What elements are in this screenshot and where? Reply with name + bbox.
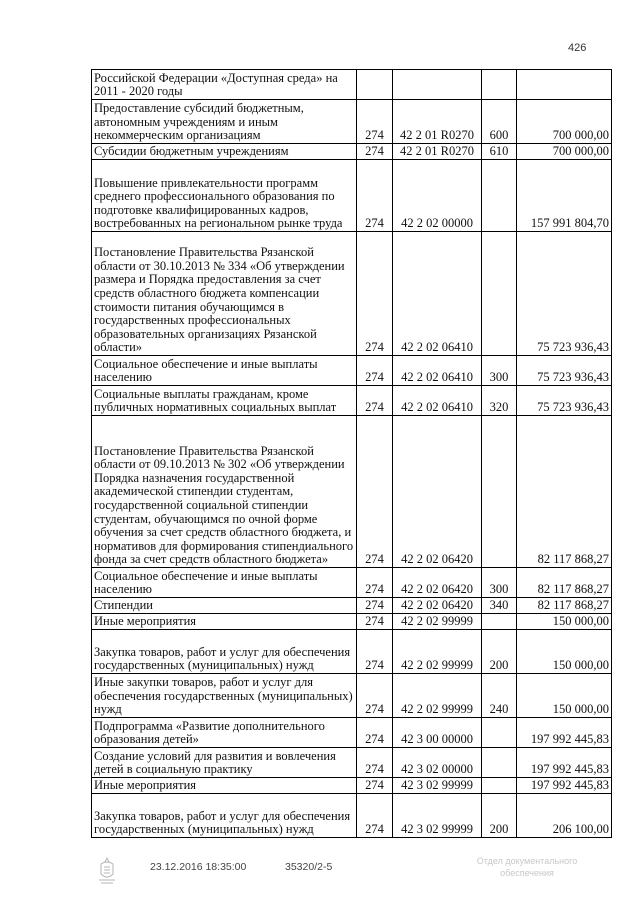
cell-name: Подпрограмма «Развитие дополнительного образования детей» xyxy=(92,718,357,748)
cell-vr xyxy=(482,778,517,794)
cell-ved: 274 xyxy=(357,718,393,748)
cell-vr xyxy=(482,416,517,568)
cell-ved xyxy=(357,70,393,100)
cell-sum: 75 723 936,43 xyxy=(517,232,612,356)
cell-csr xyxy=(393,70,482,100)
cell-csr: 42 2 01 R0270 xyxy=(393,144,482,160)
table-row xyxy=(92,144,612,160)
cell-name: Повышение привлекательности программ среднего профессионального образования по подготовке квалифицированных кадров, востребованных на региональном рынке труда xyxy=(92,160,357,232)
cell-sum: 82 117 868,27 xyxy=(517,416,612,568)
cell-vr: 320 xyxy=(482,386,517,416)
cell-ved: 274 xyxy=(357,630,393,674)
table-row xyxy=(92,598,612,614)
cell-name: Социальное обеспечение и иные выплаты населению xyxy=(92,568,357,598)
watermark-line: обеспечения xyxy=(500,868,554,878)
cell-sum: 197 992 445,83 xyxy=(517,748,612,778)
footer-timestamp: 23.12.2016 18:35:00 xyxy=(150,861,247,873)
cell-vr xyxy=(482,718,517,748)
cell-sum: 206 100,00 xyxy=(517,794,612,838)
cell-vr: 340 xyxy=(482,598,517,614)
cell-ved: 274 xyxy=(357,232,393,356)
cell-vr: 200 xyxy=(482,630,517,674)
cell-vr xyxy=(482,160,517,232)
cell-name: Стипендии xyxy=(92,598,357,614)
cell-vr xyxy=(482,748,517,778)
cell-ved: 274 xyxy=(357,568,393,598)
cell-name: Предоставление субсидий бюджетным, автономным учреждениям и иным некоммерческим организациям xyxy=(92,100,357,144)
cell-sum: 197 992 445,83 xyxy=(517,718,612,748)
cell-csr: 42 2 02 99999 xyxy=(393,674,482,718)
page-number: 426 xyxy=(568,42,587,54)
watermark xyxy=(452,855,602,879)
cell-ved: 274 xyxy=(357,778,393,794)
table-row xyxy=(92,718,612,748)
cell-name: Создание условий для развития и вовлечения детей в социальную практику xyxy=(92,748,357,778)
cell-name: Социальное обеспечение и иные выплаты населению xyxy=(92,356,357,386)
cell-name: Постановление Правительства Рязанской области от 30.10.2013 № 334 «Об утверждении размера и Порядка предоставления за счет средств областного бюджета компенсации стоимости питания обучающимся в государственных профессиональных образовательных организациях Рязанской области» xyxy=(92,232,357,356)
table-row xyxy=(92,70,612,100)
cell-csr: 42 3 00 00000 xyxy=(393,718,482,748)
cell-sum: 150 000,00 xyxy=(517,630,612,674)
cell-csr: 42 3 02 99999 xyxy=(393,794,482,838)
cell-name: Иные мероприятия xyxy=(92,614,357,630)
cell-ved: 274 xyxy=(357,674,393,718)
emblem-icon xyxy=(95,856,119,891)
cell-name: Иные мероприятия xyxy=(92,778,357,794)
cell-csr: 42 2 02 99999 xyxy=(393,630,482,674)
table-row xyxy=(92,100,612,144)
cell-sum: 700 000,00 xyxy=(517,144,612,160)
table-row xyxy=(92,568,612,598)
cell-ved: 274 xyxy=(357,160,393,232)
cell-ved: 274 xyxy=(357,794,393,838)
table-row xyxy=(92,778,612,794)
cell-sum: 75 723 936,43 xyxy=(517,356,612,386)
cell-vr: 610 xyxy=(482,144,517,160)
cell-csr: 42 2 02 00000 xyxy=(393,160,482,232)
cell-vr: 300 xyxy=(482,568,517,598)
cell-sum: 150 000,00 xyxy=(517,614,612,630)
cell-vr xyxy=(482,614,517,630)
cell-vr xyxy=(482,70,517,100)
budget-table xyxy=(91,69,612,838)
table-row xyxy=(92,160,612,232)
cell-name: Закупка товаров, работ и услуг для обеспечения государственных (муниципальных) нужд xyxy=(92,630,357,674)
table-row xyxy=(92,630,612,674)
cell-csr: 42 3 02 99999 xyxy=(393,778,482,794)
cell-name: Постановление Правительства Рязанской области от 09.10.2013 № 302 «Об утверждении Порядка назначения государственной академической стипендии студентам, государственной социальной стипендии студентам, обучающимся по очной форме обучения за счет средств областного бюджета, и нормативов для формирования стипендиального фонда за счет средств областного бюджета» xyxy=(92,416,357,568)
table-row xyxy=(92,356,612,386)
cell-csr: 42 2 02 06420 xyxy=(393,598,482,614)
cell-ved: 274 xyxy=(357,416,393,568)
cell-vr: 300 xyxy=(482,356,517,386)
table-row xyxy=(92,232,612,356)
cell-csr: 42 2 02 99999 xyxy=(393,614,482,630)
cell-name: Закупка товаров, работ и услуг для обеспечения государственных (муниципальных) нужд xyxy=(92,794,357,838)
cell-name: Иные закупки товаров, работ и услуг для обеспечения государственных (муниципальных) нужд xyxy=(92,674,357,718)
cell-name: Субсидии бюджетным учреждениям xyxy=(92,144,357,160)
table-row xyxy=(92,386,612,416)
table-row xyxy=(92,674,612,718)
cell-ved: 274 xyxy=(357,144,393,160)
table-row xyxy=(92,416,612,568)
cell-csr: 42 2 02 06420 xyxy=(393,568,482,598)
cell-ved: 274 xyxy=(357,356,393,386)
cell-sum: 150 000,00 xyxy=(517,674,612,718)
table-row xyxy=(92,614,612,630)
cell-vr xyxy=(482,232,517,356)
cell-sum: 700 000,00 xyxy=(517,100,612,144)
cell-ved: 274 xyxy=(357,100,393,144)
cell-sum: 197 992 445,83 xyxy=(517,778,612,794)
cell-name: Социальные выплаты гражданам, кроме публичных нормативных социальных выплат xyxy=(92,386,357,416)
cell-sum: 157 991 804,70 xyxy=(517,160,612,232)
cell-csr: 42 2 02 06410 xyxy=(393,386,482,416)
footer-doc-id: 35320/2-5 xyxy=(285,861,333,873)
cell-csr: 42 2 02 06410 xyxy=(393,356,482,386)
cell-csr: 42 3 02 00000 xyxy=(393,748,482,778)
table-row xyxy=(92,748,612,778)
cell-vr: 200 xyxy=(482,794,517,838)
emblem-icon-svg xyxy=(95,856,119,886)
cell-ved: 274 xyxy=(357,598,393,614)
cell-ved: 274 xyxy=(357,614,393,630)
cell-ved: 274 xyxy=(357,748,393,778)
watermark-line: Отдел документального xyxy=(476,856,578,866)
cell-csr: 42 2 02 06410 xyxy=(393,232,482,356)
cell-sum: 75 723 936,43 xyxy=(517,386,612,416)
cell-vr: 240 xyxy=(482,674,517,718)
budget-table-body xyxy=(92,70,612,838)
cell-sum: 82 117 868,27 xyxy=(517,568,612,598)
cell-sum: 82 117 868,27 xyxy=(517,598,612,614)
cell-csr: 42 2 02 06420 xyxy=(393,416,482,568)
cell-csr: 42 2 01 R0270 xyxy=(393,100,482,144)
cell-sum xyxy=(517,70,612,100)
cell-ved: 274 xyxy=(357,386,393,416)
cell-name: Российской Федерации «Доступная среда» на 2011 - 2020 годы xyxy=(92,70,357,100)
cell-vr: 600 xyxy=(482,100,517,144)
table-row xyxy=(92,794,612,838)
